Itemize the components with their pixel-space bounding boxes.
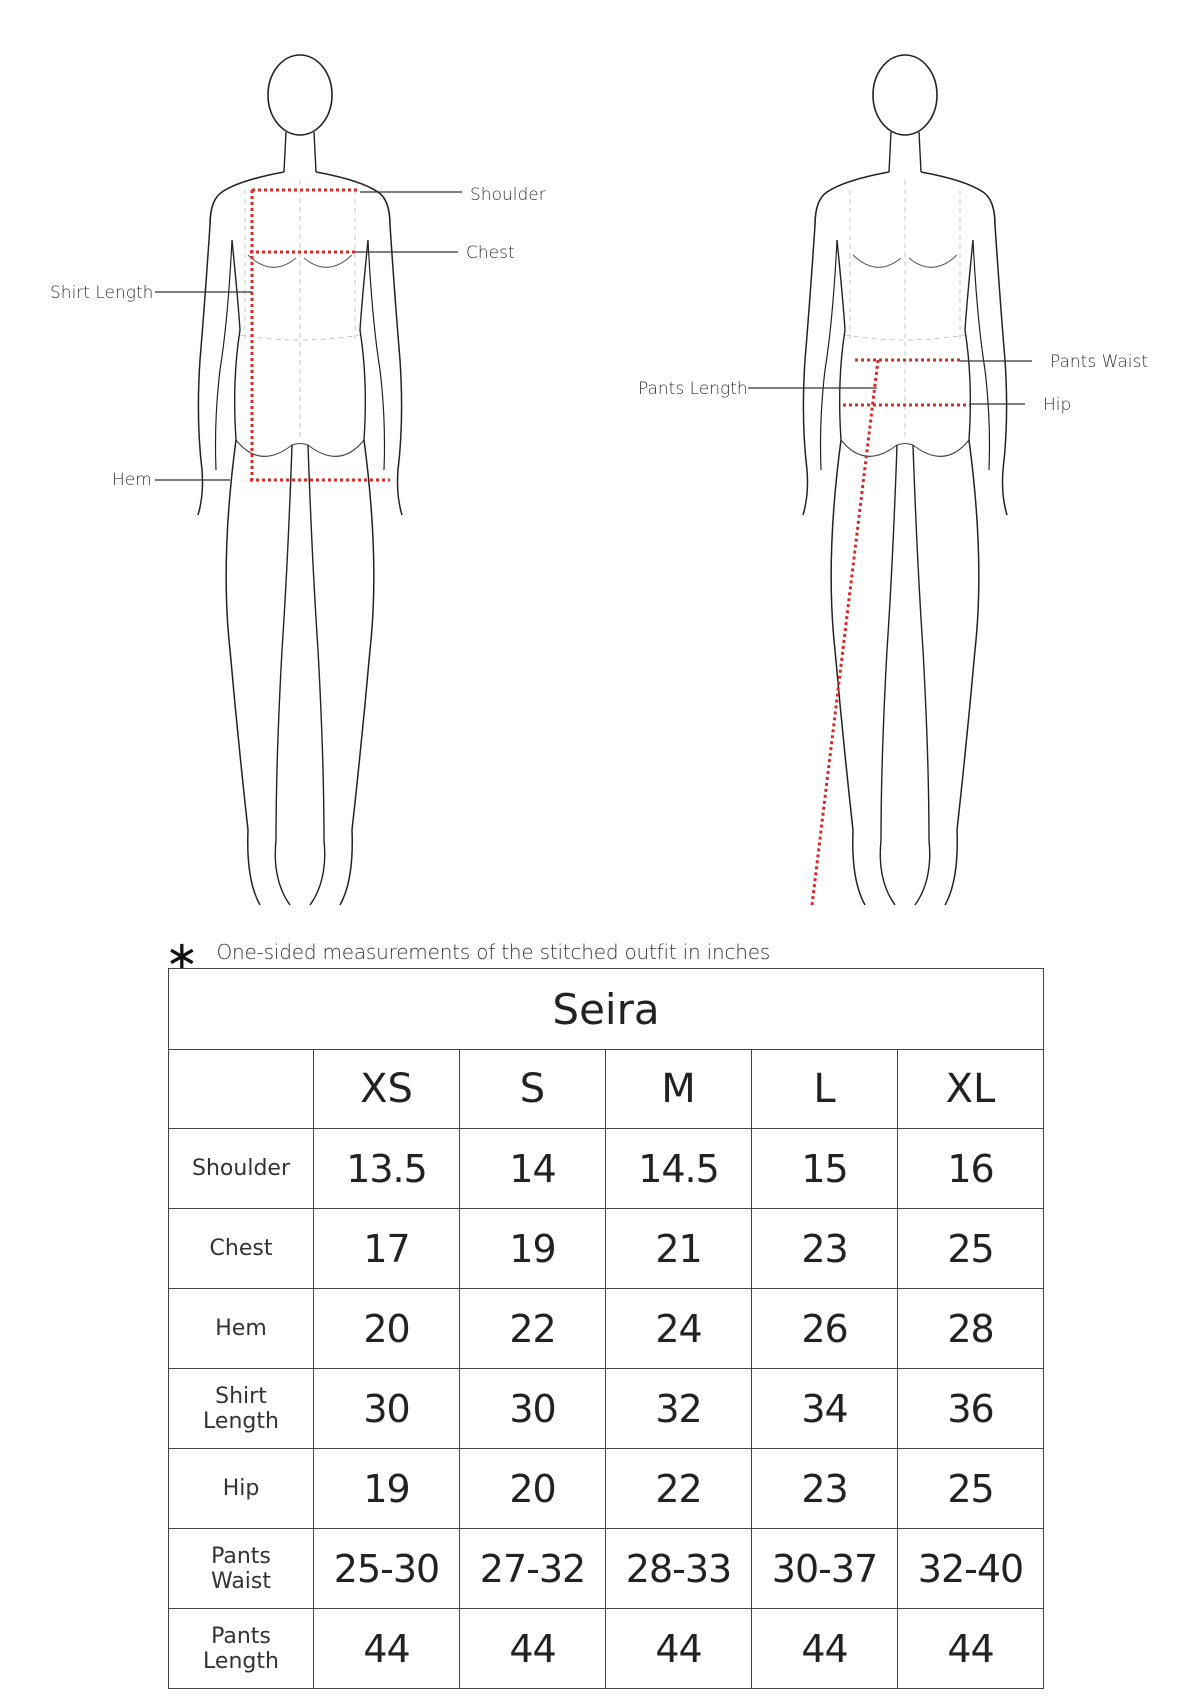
label-pants-length: Pants Length xyxy=(638,379,748,399)
measurement-cell: 36 xyxy=(898,1369,1044,1449)
label-shoulder: Shoulder xyxy=(470,185,546,205)
measurement-cell: 14 xyxy=(460,1129,606,1209)
measurement-cell: 30 xyxy=(314,1369,460,1449)
back-figure xyxy=(803,55,1007,905)
table-row xyxy=(169,1609,1044,1689)
size-header: XS xyxy=(314,1050,460,1129)
header-corner xyxy=(169,1050,314,1129)
measurement-cell: 20 xyxy=(460,1449,606,1529)
back-markers xyxy=(812,360,970,905)
measurement-cell: 26 xyxy=(752,1289,898,1369)
measurement-cell: 14.5 xyxy=(606,1129,752,1209)
table-row xyxy=(169,1209,1044,1289)
label-chest: Chest xyxy=(466,243,515,263)
measurement-cell: 21 xyxy=(606,1209,752,1289)
size-header: XL xyxy=(898,1050,1044,1129)
measurement-cell: 25 xyxy=(898,1449,1044,1529)
row-label: Hem xyxy=(169,1289,314,1369)
measurement-cell: 27-32 xyxy=(460,1529,606,1609)
measurement-cell: 24 xyxy=(606,1289,752,1369)
measurement-cell: 19 xyxy=(460,1209,606,1289)
front-markers xyxy=(250,190,390,480)
measurement-cell: 22 xyxy=(460,1289,606,1369)
label-pants-waist: Pants Waist xyxy=(1050,352,1148,372)
measurement-cell: 28 xyxy=(898,1289,1044,1369)
row-label: Pants Length xyxy=(169,1609,314,1689)
note-text: One-sided measurements of the stitched outfit in inches xyxy=(216,940,771,964)
size-header: S xyxy=(460,1050,606,1129)
measurement-cell: 44 xyxy=(898,1609,1044,1689)
size-header: L xyxy=(752,1050,898,1129)
measurement-cell: 34 xyxy=(752,1369,898,1449)
measurement-cell: 25 xyxy=(898,1209,1044,1289)
row-label: Shoulder xyxy=(169,1129,314,1209)
measurement-cell: 25-30 xyxy=(314,1529,460,1609)
size-header: M xyxy=(606,1050,752,1129)
measurement-note xyxy=(165,932,771,979)
table-row xyxy=(169,1369,1044,1449)
row-label: Chest xyxy=(169,1209,314,1289)
measurement-cell: 30-37 xyxy=(752,1529,898,1609)
measurement-cell: 44 xyxy=(606,1609,752,1689)
size-chart-table xyxy=(168,968,1044,1689)
row-label: Hip xyxy=(169,1449,314,1529)
row-label: Shirt Length xyxy=(169,1369,314,1449)
label-hem: Hem xyxy=(112,470,152,490)
table-row xyxy=(169,1289,1044,1369)
measurement-cell: 23 xyxy=(752,1449,898,1529)
label-hip: Hip xyxy=(1043,395,1072,415)
row-label: Pants Waist xyxy=(169,1529,314,1609)
measurement-cell: 44 xyxy=(752,1609,898,1689)
measurement-cell: 32-40 xyxy=(898,1529,1044,1609)
label-shirt-length: Shirt Length xyxy=(50,283,154,303)
measurement-cell: 15 xyxy=(752,1129,898,1209)
table-row xyxy=(169,1529,1044,1609)
measurement-cell: 28-33 xyxy=(606,1529,752,1609)
measurement-cell: 32 xyxy=(606,1369,752,1449)
measurement-cell: 16 xyxy=(898,1129,1044,1209)
measurement-cell: 23 xyxy=(752,1209,898,1289)
table-row xyxy=(169,1129,1044,1209)
measurement-cell: 17 xyxy=(314,1209,460,1289)
measurement-cell: 22 xyxy=(606,1449,752,1529)
asterisk-icon: ∗ xyxy=(165,933,199,979)
measurement-cell: 19 xyxy=(314,1449,460,1529)
measurement-cell: 20 xyxy=(314,1289,460,1369)
measurement-cell: 44 xyxy=(460,1609,606,1689)
table-row xyxy=(169,1449,1044,1529)
measurement-cell: 44 xyxy=(314,1609,460,1689)
table-title: Seira xyxy=(169,969,1044,1050)
measurement-cell: 30 xyxy=(460,1369,606,1449)
back-leader-lines xyxy=(748,361,1032,404)
front-leader-lines xyxy=(155,192,462,480)
measurement-cell: 13.5 xyxy=(314,1129,460,1209)
size-header-row xyxy=(169,1050,1044,1129)
